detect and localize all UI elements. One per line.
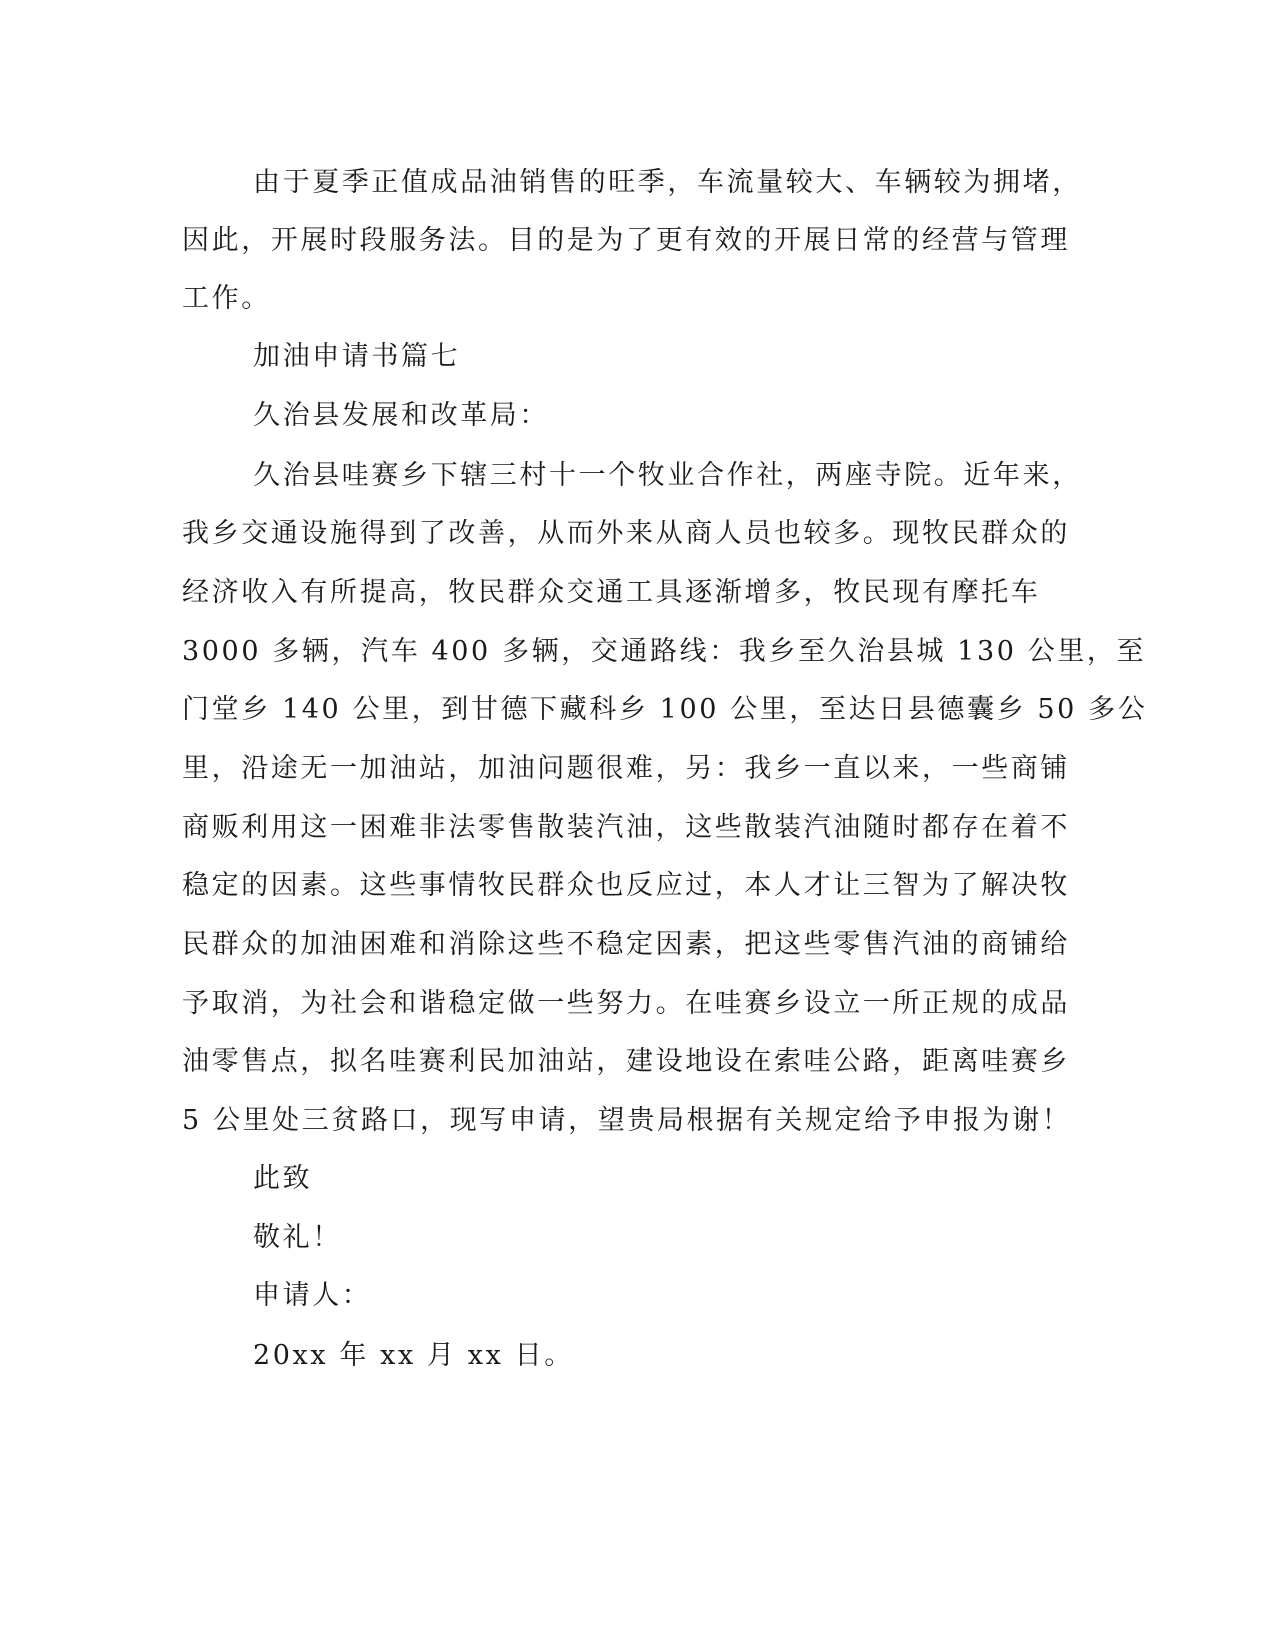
paragraph-line: 门堂乡 140 公里，到甘德下藏科乡 100 公里，至达日县德囊乡 50 多公	[182, 694, 1148, 725]
paragraph-line: 油零售点，拟名哇赛利民加油站，建设地设在索哇公路，距离哇赛乡	[182, 1046, 1070, 1077]
section-heading: 加油申请书篇七	[253, 341, 461, 372]
paragraph-line: 因此，开展时段服务法。目的是为了更有效的开展日常的经营与管理	[182, 225, 1070, 256]
paragraph-line: 予取消，为社会和谐稳定做一些努力。在哇赛乡设立一所正规的成品	[182, 988, 1070, 1019]
closing-line: 此致	[253, 1163, 313, 1194]
paragraph-line: 5 公里处三贫路口，现写申请，望贵局根据有关规定给予申报为谢！	[182, 1105, 1072, 1136]
date-line: 20xx 年 xx 月 xx 日。	[253, 1340, 574, 1371]
salutation: 久治县发展和改革局：	[253, 400, 549, 431]
paragraph-line: 3000 多辆，汽车 400 多辆，交通路线：我乡至久治县城 130 公里，至	[182, 636, 1147, 667]
paragraph-line: 民群众的加油困难和消除这些不稳定因素，把这些零售汽油的商铺给	[182, 929, 1070, 960]
paragraph-line: 里，沿途无一加油站，加油问题很难，另：我乡一直以来，一些商铺	[182, 753, 1070, 784]
paragraph-line: 经济收入有所提高，牧民群众交通工具逐渐增多，牧民现有摩托车	[182, 577, 1041, 608]
paragraph-line: 由于夏季正值成品油销售的旺季，车流量较大、车辆较为拥堵，	[253, 167, 1082, 198]
paragraph-line: 稳定的因素。这些事情牧民群众也反应过，本人才让三智为了解决牧	[182, 870, 1070, 901]
paragraph-line: 工作。	[182, 283, 271, 314]
paragraph-line: 商贩利用这一困难非法零售散装汽油，这些散装汽油随时都存在着不	[182, 812, 1070, 843]
closing-regards: 敬礼！	[253, 1222, 342, 1253]
paragraph-line: 久治县哇赛乡下辖三村十一个牧业合作社，两座寺院。近年来，	[253, 460, 1082, 491]
applicant-label: 申请人：	[253, 1280, 372, 1311]
paragraph-line: 我乡交通设施得到了改善，从而外来从商人员也较多。现牧民群众的	[182, 518, 1070, 549]
